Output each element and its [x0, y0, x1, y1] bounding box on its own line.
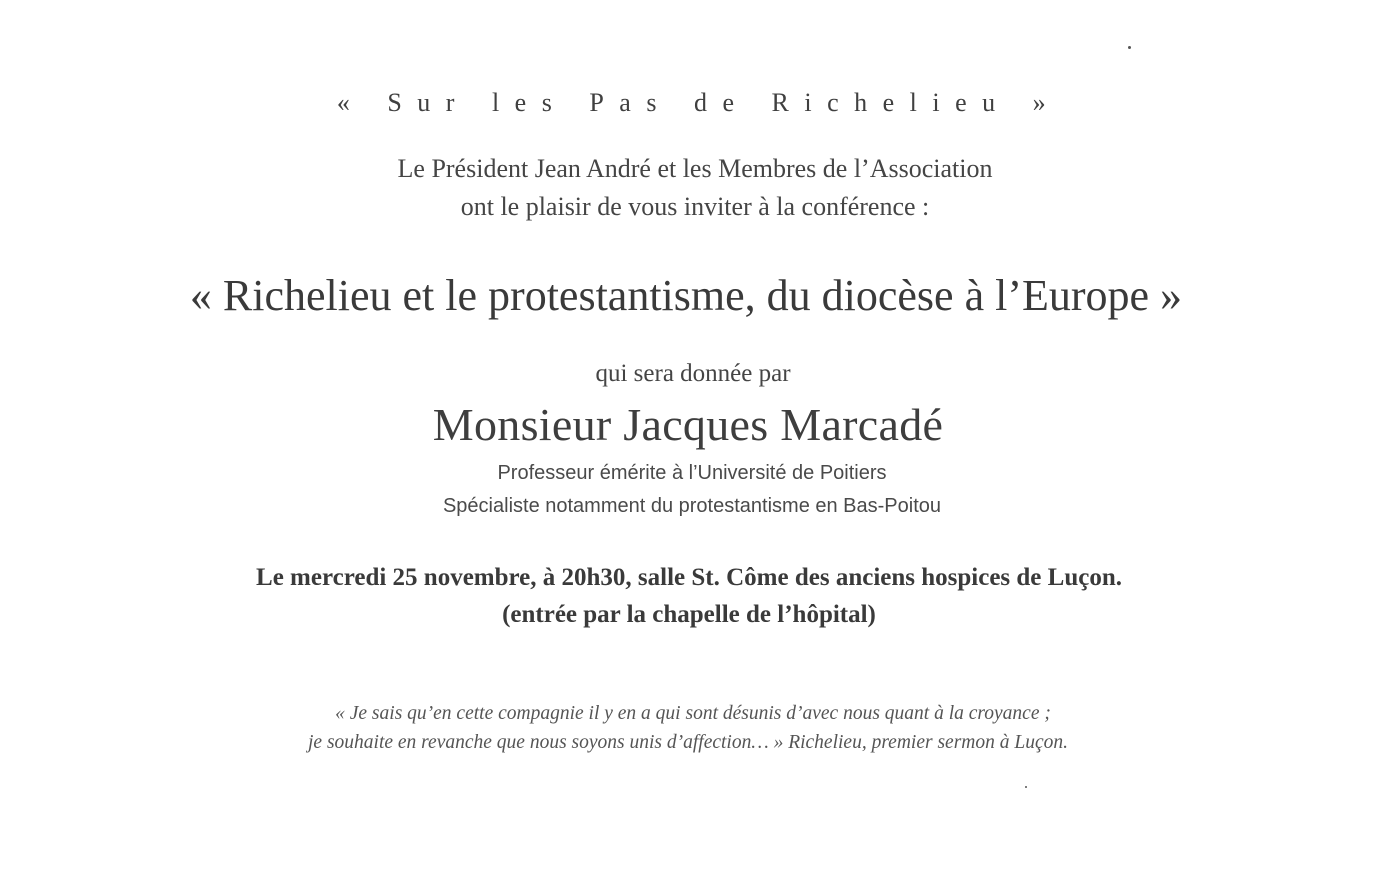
- conference-title: « Richelieu et le protestantisme, du diocèse à l’Europe »: [189, 271, 1183, 320]
- speaker-role-line-2: Spécialiste notamment du protestantisme en Bas-Poitou: [442, 495, 942, 517]
- speaker-role-line-1: Professeur émérite à l’Université de Poitiers: [497, 462, 887, 484]
- intro-line-1: Le Président Jean André et les Membres de l’Association: [397, 154, 993, 183]
- quote-line-1: « Je sais qu’en cette compagnie il y en a qui sont désunis d’avec nous quant à la croyance ;: [335, 703, 1051, 724]
- intro-line-2: ont le plaisir de vous inviter à la conférence :: [460, 192, 930, 221]
- quote-line-2: je souhaite en revanche que nous soyons unis d’affection… » Richelieu, premier sermon à Luçon.: [308, 732, 1068, 753]
- speaker-name: Monsieur Jacques Marcadé: [432, 399, 944, 450]
- association-name: « Sur les Pas de Richelieu »: [336, 88, 1062, 117]
- event-access-note: (entrée par la chapelle de l’hôpital): [502, 601, 876, 628]
- scan-speck: [1025, 786, 1027, 788]
- scan-speck: [1128, 46, 1131, 49]
- event-date-place: Le mercredi 25 novembre, à 20h30, salle St. Côme des anciens hospices de Luçon.: [256, 564, 1122, 591]
- given-by-text: qui sera donnée par: [595, 360, 791, 387]
